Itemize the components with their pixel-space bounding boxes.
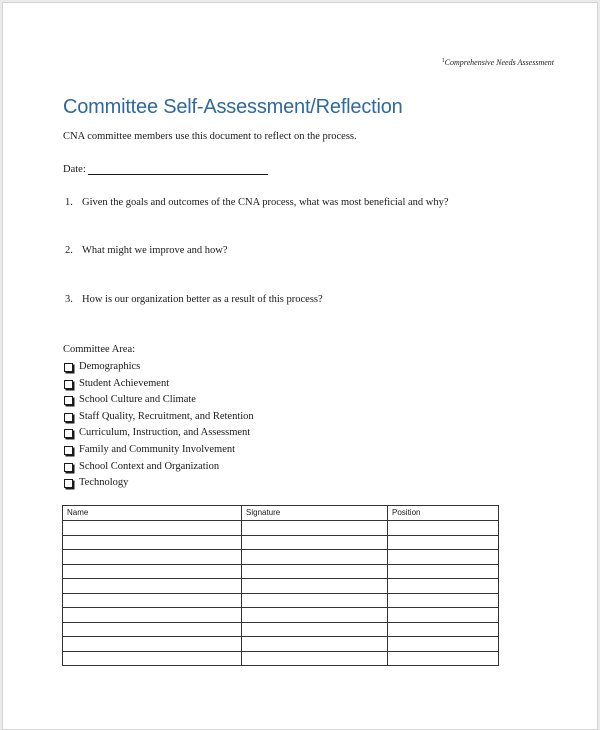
position-cell[interactable] bbox=[388, 622, 499, 637]
question-2 bbox=[65, 245, 228, 256]
question-text: Given the goals and outcomes of the CNA process, what was most beneficial and why? bbox=[82, 197, 449, 208]
option-label: Technology bbox=[79, 477, 129, 489]
table-row bbox=[63, 535, 499, 550]
committee-area-option[interactable] bbox=[63, 426, 254, 443]
option-label: Student Achievement bbox=[79, 377, 170, 389]
option-label: School Context and Organization bbox=[79, 460, 220, 472]
signature-cell[interactable] bbox=[242, 535, 388, 550]
name-cell[interactable] bbox=[63, 550, 242, 565]
option-label: Demographics bbox=[79, 361, 141, 372]
signature-cell[interactable] bbox=[242, 564, 388, 579]
question-1 bbox=[65, 197, 449, 208]
table-header-row bbox=[63, 506, 499, 521]
name-cell[interactable] bbox=[63, 579, 242, 594]
signature-table bbox=[62, 505, 499, 666]
signature-cell[interactable] bbox=[242, 593, 388, 608]
table-row bbox=[63, 637, 499, 652]
column-header-position: Position bbox=[388, 506, 499, 521]
document-page bbox=[2, 2, 598, 730]
position-cell[interactable] bbox=[388, 651, 499, 666]
date-field bbox=[63, 164, 268, 175]
name-cell[interactable] bbox=[63, 593, 242, 608]
option-label: School Culture and Climate bbox=[79, 394, 196, 406]
question-text: What might we improve and how? bbox=[82, 245, 228, 256]
question-number: 1. bbox=[65, 197, 73, 208]
option-label: Family and Community Involvement bbox=[79, 443, 236, 455]
name-cell[interactable] bbox=[63, 564, 242, 579]
committee-area-option[interactable] bbox=[63, 476, 254, 493]
page-title: Committee Self-Assessment/Reflection bbox=[63, 96, 403, 118]
question-3 bbox=[65, 294, 323, 305]
checkbox-icon[interactable] bbox=[64, 446, 73, 455]
intro-text: CNA committee members use this document to reflect on the process. bbox=[63, 131, 357, 142]
table-row bbox=[63, 579, 499, 594]
position-cell[interactable] bbox=[388, 593, 499, 608]
column-header-signature: Signature bbox=[242, 506, 388, 521]
position-cell[interactable] bbox=[388, 608, 499, 623]
column-header-name: Name bbox=[63, 506, 242, 521]
checkbox-icon[interactable] bbox=[64, 463, 73, 472]
question-text: How is our organization better as a result of this process? bbox=[82, 294, 323, 305]
table-row bbox=[63, 608, 499, 623]
name-cell[interactable] bbox=[63, 651, 242, 666]
name-cell[interactable] bbox=[63, 535, 242, 550]
checkbox-icon[interactable] bbox=[64, 396, 73, 405]
running-title: Comprehensive Needs Assessment bbox=[444, 58, 554, 67]
signature-cell[interactable] bbox=[242, 579, 388, 594]
running-header bbox=[442, 58, 554, 67]
option-label: Staff Quality, Recruitment, and Retention bbox=[79, 410, 254, 422]
table-row bbox=[63, 564, 499, 579]
position-cell[interactable] bbox=[388, 521, 499, 536]
position-cell[interactable] bbox=[388, 535, 499, 550]
signature-cell[interactable] bbox=[242, 608, 388, 623]
page-number: 1 bbox=[441, 58, 445, 64]
committee-area-option[interactable] bbox=[63, 377, 254, 394]
committee-area-option[interactable] bbox=[63, 360, 254, 377]
committee-area-option[interactable] bbox=[63, 410, 254, 427]
table-row bbox=[63, 550, 499, 565]
name-cell[interactable] bbox=[63, 622, 242, 637]
committee-area-list bbox=[63, 360, 254, 493]
table-row bbox=[63, 521, 499, 536]
signature-cell[interactable] bbox=[242, 550, 388, 565]
position-cell[interactable] bbox=[388, 579, 499, 594]
table-row bbox=[63, 622, 499, 637]
date-label: Date: bbox=[63, 164, 86, 175]
checkbox-icon[interactable] bbox=[64, 363, 73, 372]
signature-cell[interactable] bbox=[242, 622, 388, 637]
position-cell[interactable] bbox=[388, 550, 499, 565]
name-cell[interactable] bbox=[63, 637, 242, 652]
question-number: 3. bbox=[65, 294, 73, 305]
table-row bbox=[63, 651, 499, 666]
date-input-line[interactable] bbox=[88, 165, 268, 175]
name-cell[interactable] bbox=[63, 521, 242, 536]
committee-area-option[interactable] bbox=[63, 393, 254, 410]
checkbox-icon[interactable] bbox=[64, 380, 73, 389]
signature-cell[interactable] bbox=[242, 521, 388, 536]
question-number: 2. bbox=[65, 245, 73, 256]
signature-cell[interactable] bbox=[242, 651, 388, 666]
committee-area-label: Committee Area: bbox=[63, 344, 136, 355]
position-cell[interactable] bbox=[388, 564, 499, 579]
table-row bbox=[63, 593, 499, 608]
option-label: Curriculum, Instruction, and Assessment bbox=[79, 427, 251, 439]
committee-area-option[interactable] bbox=[63, 460, 254, 477]
signature-cell[interactable] bbox=[242, 637, 388, 652]
position-cell[interactable] bbox=[388, 637, 499, 652]
name-cell[interactable] bbox=[63, 608, 242, 623]
checkbox-icon[interactable] bbox=[64, 479, 73, 488]
checkbox-icon[interactable] bbox=[64, 429, 73, 438]
committee-area-option[interactable] bbox=[63, 443, 254, 460]
checkbox-icon[interactable] bbox=[64, 413, 73, 422]
